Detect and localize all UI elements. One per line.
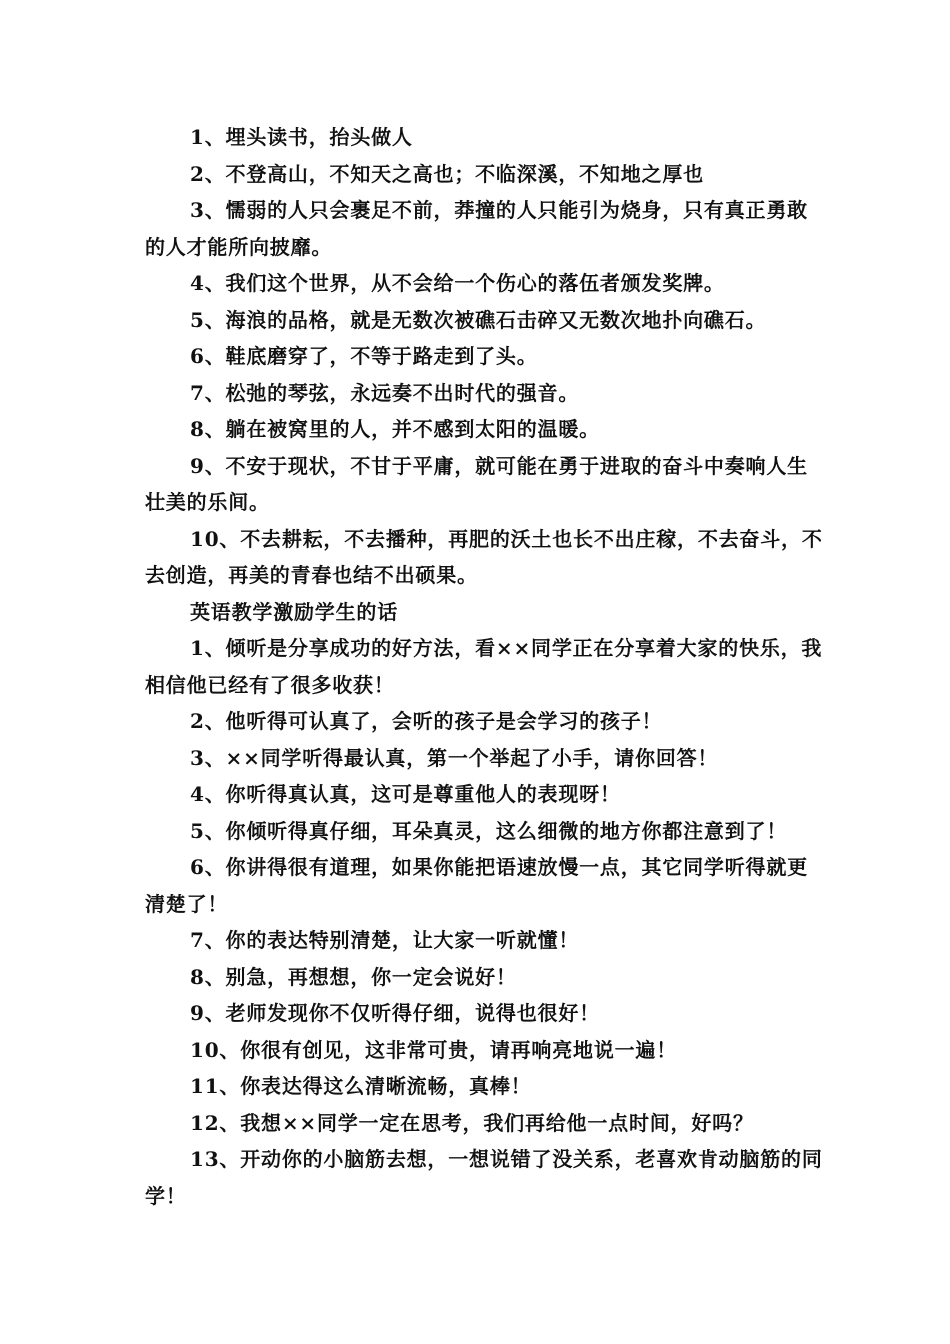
- paragraph-praise-2: 2、他听得可认真了，会听的孩子是会学习的孩子！: [190, 709, 663, 733]
- paragraph-praise-5: 5、你倾听得真仔细，耳朵真灵，这么细微的地方你都注意到了！: [190, 818, 788, 843]
- paragraph-praise-1: 1、倾听是分享成功的好方法，看××同学正在分享着大家的快乐，我相信他已经有了很多收获！: [145, 636, 823, 697]
- paragraph-praise-8: 8、别急，再想想，你一定会说好！: [190, 964, 517, 989]
- paragraph-praise-7: 7、你的表达特别清楚，让大家一听就懂！: [190, 928, 580, 952]
- paragraph-quote-2: 2、不登高山，不知天之高也；不临深溪，不知地之厚也: [190, 161, 704, 186]
- paragraph-praise-13: 13、开动你的小脑筋去想，一想说错了没关系，老喜欢肯动脑筋的同学！: [145, 1147, 823, 1208]
- paragraph-quote-6: 6、鞋底磨穿了，不等于路走到了头。: [190, 344, 538, 368]
- paragraph-praise-6: 6、你讲得很有道理，如果你能把语速放慢一点，其它同学听得就更清楚了！: [145, 855, 808, 916]
- paragraph-quote-1: 1、埋头读书，抬头做人: [190, 125, 413, 149]
- paragraph-quote-10: 10、不去耕耘，不去播种，再肥的沃土也长不出庄稼，不去奋斗，不去创造，再美的青春也结不出硕果。: [145, 526, 823, 587]
- paragraph-praise-9: 9、老师发现你不仅听得仔细，说得也很好！: [190, 1001, 600, 1025]
- paragraph-praise-11: 11、你表达得这么清晰流畅，真棒！: [190, 1074, 532, 1098]
- paragraph-praise-3: 3、××同学听得最认真，第一个举起了小手，请你回答！: [190, 745, 719, 770]
- paragraph-quote-7: 7、松弛的琴弦，永远奏不出时代的强音。: [190, 380, 580, 405]
- paragraph-quote-8: 8、躺在被窝里的人，并不感到太阳的温暖。: [190, 417, 600, 441]
- paragraph-quote-3: 3、懦弱的人只会裹足不前，莽撞的人只能引为烧身，只有真正勇敢的人才能所向披靡。: [145, 198, 808, 259]
- paragraph-quote-5: 5、海浪的品格，就是无数次被礁石击碎又无数次地扑向礁石。: [190, 307, 767, 332]
- paragraph-praise-4: 4、你听得真认真，这可是尊重他人的表现呀！: [190, 782, 621, 806]
- paragraph-quote-4: 4、我们这个世界，从不会给一个伤心的落伍者颁发奖牌。: [190, 271, 725, 295]
- section-heading: 英语教学激励学生的话: [190, 599, 398, 624]
- paragraph-praise-12: 12、我想××同学一定在思考，我们再给他一点时间，好吗？: [190, 1110, 754, 1135]
- paragraph-quote-9: 9、不安于现状，不甘于平庸，就可能在勇于进取的奋斗中奏响人生壮美的乐间。: [145, 453, 808, 514]
- paragraph-praise-10: 10、你很有创见，这非常可贵，请再响亮地说一遍！: [190, 1037, 678, 1062]
